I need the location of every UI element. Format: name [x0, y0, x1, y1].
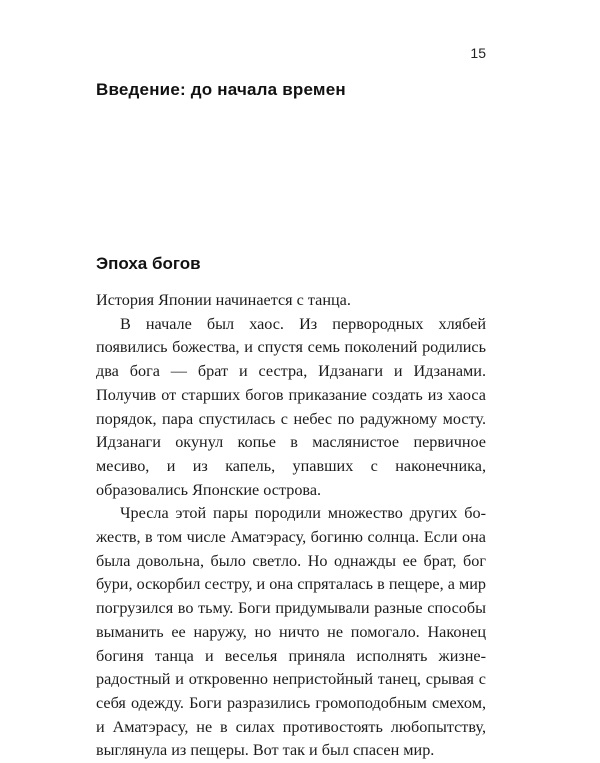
body-text — [96, 289, 486, 763]
paragraph: История Японии начинается с танца. — [96, 291, 351, 309]
section-title: Эпоха богов — [96, 254, 201, 273]
paragraph: В начале был хаос. Из первородных хлябей появились божества, и спустя семь поколений родились два бога — брат и сестра, Идзанаги и Идзанами. Получив от старших богов приказание создать из хаоса порядок, пара спустилась с небес по радужному мосту. Идзанаги окунул копье в маслянистое первичное месиво, и из капель, упавших с наконечника, образовались Японские острова. — [96, 314, 486, 499]
page-number: 15 — [470, 45, 486, 61]
chapter-title: Введение: до начала времен — [96, 80, 346, 99]
paragraph: Чресла этой пары породили множество других божеств, в том числе Аматэрасу, богиню солнца. Если она была довольна, было светло. Но однажды ее брат, бог бури, оскорбил сестру, и она спряталась в пещере, а мир погрузился во тьму. Боги придумывали разные способы выманить ее наружу, но ничто не помогало. Наконец богиня танца и веселья приняла исполнять жизнерадостный и откровенно непристойный танец, срывая с себя одежду. Боги разразились громоподобным смехом, и Аматэрасу, не в силах противостоять любопытству, выглянула из пещеры. Вот так и был спасен мир. — [96, 504, 486, 760]
